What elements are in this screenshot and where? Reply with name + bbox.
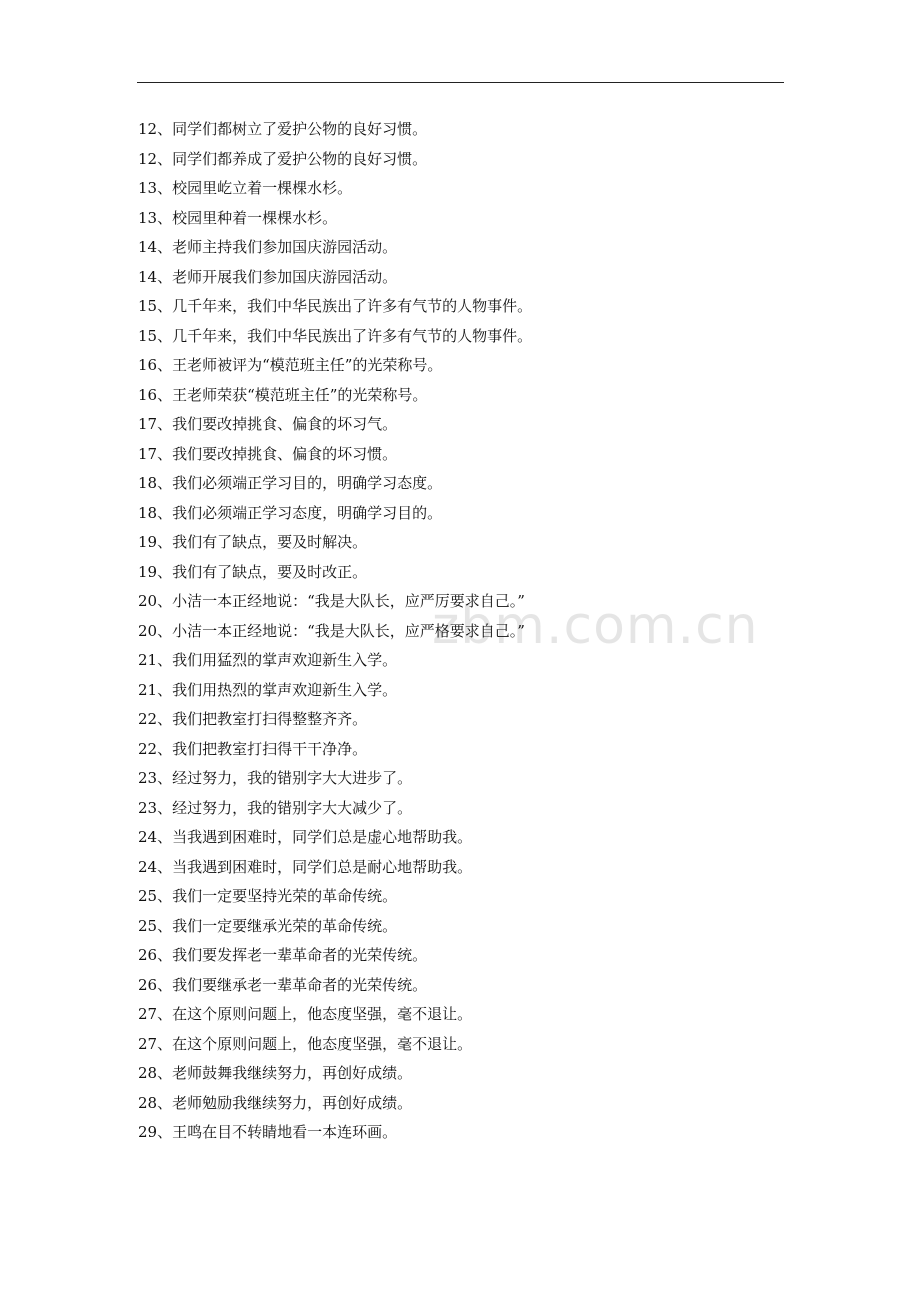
sentence-line: 12、同学们都树立了爱护公物的良好习惯。 xyxy=(138,120,428,138)
sentence-line: 26、我们要继承老一辈革命者的光荣传统。 xyxy=(138,975,428,994)
sentence-line: 17、我们要改掉挑食、偏食的坏习惯。 xyxy=(138,444,398,463)
sentence-line: 14、老师主持我们参加国庆游园活动。 xyxy=(138,238,398,256)
sentence-line: 19、我们有了缺点，要及时解决。 xyxy=(138,533,368,551)
header-rule xyxy=(137,82,784,83)
sentence-line: 25、我们一定要继承光荣的革命传统。 xyxy=(138,916,398,935)
sentence-line: 13、校园里屹立着一棵棵水杉。 xyxy=(138,179,353,197)
sentence-line: 23、经过努力，我的错别字大大减少了。 xyxy=(138,798,413,817)
sentence-line: 27、在这个原则问题上，他态度坚强，毫不退让。 xyxy=(138,1034,473,1053)
sentence-line: 22、我们把教室打扫得整整齐齐。 xyxy=(138,710,368,728)
sentence-line: 28、老师鼓舞我继续努力，再创好成绩。 xyxy=(138,1064,413,1082)
sentence-line: 22、我们把教室打扫得干干净净。 xyxy=(138,739,368,758)
sentence-list xyxy=(138,115,778,1148)
sentence-line: 16、王老师荣获“模范班主任”的光荣称号。 xyxy=(138,385,428,404)
watermark: zbm.com.cn xyxy=(432,596,759,656)
sentence-line: 25、我们一定要坚持光荣的革命传统。 xyxy=(138,887,398,905)
sentence-line: 15、几千年来，我们中华民族出了许多有气节的人物事件。 xyxy=(138,326,533,345)
sentence-line: 21、我们用猛烈的掌声欢迎新生入学。 xyxy=(138,651,398,669)
sentence-line: 18、我们必须端正学习态度，明确学习目的。 xyxy=(138,503,443,522)
sentence-line: 27、在这个原则问题上，他态度坚强，毫不退让。 xyxy=(138,1005,473,1023)
sentence-line: 21、我们用热烈的掌声欢迎新生入学。 xyxy=(138,680,398,699)
sentence-line: 20、小洁一本正经地说：“我是大队长，应严格要求自己。” xyxy=(138,621,525,640)
sentence-line: 19、我们有了缺点，要及时改正。 xyxy=(138,562,368,581)
sentence-line: 24、当我遇到困难时，同学们总是耐心地帮助我。 xyxy=(138,857,473,876)
sentence-line: 26、我们要发挥老一辈革命者的光荣传统。 xyxy=(138,946,428,964)
sentence-line: 15、几千年来，我们中华民族出了许多有气节的人物事件。 xyxy=(138,297,533,315)
sentence-line: 20、小洁一本正经地说：“我是大队长，应严厉要求自己。” xyxy=(138,592,525,610)
sentence-line: 28、老师勉励我继续努力，再创好成绩。 xyxy=(138,1093,413,1112)
sentence-line: 24、当我遇到困难时，同学们总是虚心地帮助我。 xyxy=(138,828,473,846)
sentence-line: 29、王鸣在目不转睛地看一本连环画。 xyxy=(138,1123,398,1141)
sentence-line: 14、老师开展我们参加国庆游园活动。 xyxy=(138,267,398,286)
sentence-line: 12、同学们都养成了爱护公物的良好习惯。 xyxy=(138,149,428,168)
sentence-line: 23、经过努力，我的错别字大大进步了。 xyxy=(138,769,413,787)
sentence-line: 18、我们必须端正学习目的，明确学习态度。 xyxy=(138,474,443,492)
sentence-line: 13、校园里种着一棵棵水杉。 xyxy=(138,208,338,227)
sentence-line: 16、王老师被评为“模范班主任”的光荣称号。 xyxy=(138,356,443,374)
sentence-line: 17、我们要改掉挑食、偏食的坏习气。 xyxy=(138,415,398,433)
